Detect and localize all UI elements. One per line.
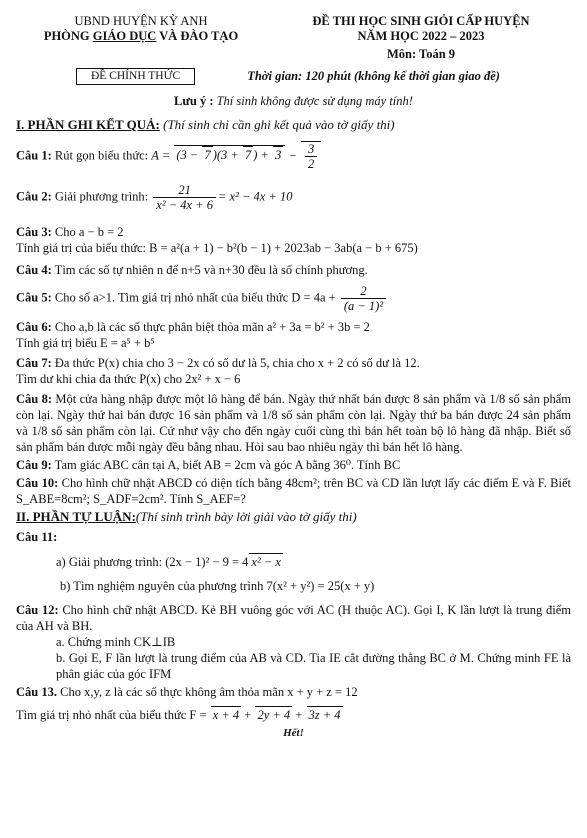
question-6: Câu 6: Cho a,b là các số thực phân biệt thỏa mãn a² + 3a = b² + 3b = 2 Tính giá trị biểu E = a⁵ + b⁵	[16, 320, 370, 350]
official-badge: ĐỀ CHÍNH THỨC	[76, 68, 195, 85]
school-year: NĂM HỌC 2022 – 2023	[357, 29, 485, 43]
header-left	[16, 14, 266, 62]
part2-heading: II. PHẦN TỰ LUẬN:(Thí sinh trình bày lời giải vào tờ giấy thi)	[16, 509, 357, 524]
question-7: Câu 7: Đa thức P(x) chia cho 3 − 2x có số dư là 5, chia cho x + 2 có số dư là 12. Tìm dư khi chia đa thức P(x) cho 2x² + x − 6	[16, 356, 420, 386]
question-11b: b) Tìm nghiệm nguyên của phương trình 7(x² + y²) = 25(x + y)	[60, 579, 375, 593]
question-3: Câu 3: Cho a − b = 2 Tính giá trị của biểu thức: B = a²(a + 1) − b²(b − 1) + 2023ab − 3ab(a − b + 675)	[16, 225, 418, 255]
question-11: Câu 11: a) Giải phương trình: (2x − 1)² − 9 = 4 x² − x b) Tìm nghiệm nguyên của phương trình 7(x² + y²) = 25(x + y)	[16, 529, 571, 594]
question-12a: a. Chứng minh CK⊥IB	[56, 635, 176, 649]
end-mark: Hết!	[283, 727, 304, 739]
department-name: PHÒNG GIÁO DỤC VÀ ĐÀO TẠO	[43, 29, 239, 43]
question-4: Câu 4: Tìm các số tự nhiên n để n+5 và n+30 đều là số chính phương.	[16, 263, 368, 277]
district-name: UBND HUYỆN KỲ ANH	[74, 14, 208, 28]
question-8: Câu 8: Một cửa hàng nhập được một lô hàng để bán. Ngày thứ nhất bán được 8 sản phẩm và 1/8 số sản phẩm còn lại. Ngày thứ hai bán được 16 sản phẩm và 1/8 số sản phẩm còn lại. Ngày thứ ba bán được 24 sản phẩm và 1/8 số sản phẩm còn lại. Cứ như vậy cho đến ngày cuối cùng thì bán hết toàn bộ lô hàng đã nhập. Biết số sản phẩm bán được mỗi ngày đều bằng nhau. Hỏi sau bao nhiêu ngày thì bán hết lô hàng.	[16, 392, 571, 454]
subject: Môn: Toán 9	[386, 47, 456, 61]
question-2: Câu 2: Giải phương trình: $\frac{21}{\text{x² − 4x + 6}}$ = x² − 4x + 10	[16, 183, 293, 212]
exam-title: ĐỀ THI HỌC SINH GIỎI CẤP HUYỆN	[312, 14, 530, 28]
part1-heading: I. PHẦN GHI KẾT QUẢ: (Thí sinh chỉ cần ghi kết quả vào tờ giấy thi)	[16, 117, 395, 132]
question-12b: b. Gọi E, F lần lượt là trung điểm của AB và CD. Tia IE cắt đường thẳng BC ở M. Chứng minh FE là phân giác của góc IFM	[56, 651, 571, 681]
question-1: Câu 1: Rút gọn biểu thức: A = (3 − 7 )(3 + 7 ) + 3 − $\frac{3}{2}$	[16, 141, 571, 171]
question-10: Câu 10: Cho hình chữ nhật ABCD có diện tích bằng 48cm²; trên BC và CD lần lượt lấy các điểm E và F. Biết S_ABE=8cm²; S_ADF=2cm². Tính S_AEF=?	[16, 476, 571, 506]
question-5: Câu 5: Cho số a>1. Tìm giá trị nhỏ nhất của biểu thức D = 4a + $\frac{2}{\text{(a − 1)²}}$	[16, 284, 571, 313]
exam-time: Thời gian: 120 phút (không kể thời gian giao đề)	[247, 69, 500, 83]
question-13: Câu 13. Cho x,y, z là các số thực không âm thỏa mãn x + y + z = 12 Tìm giá trị nhỏ nhất của biểu thức F = x + 4 + 2y + 4 + 3z + 4	[16, 685, 358, 722]
question-9: Câu 9: Tam giác ABC cân tại A, biết AB = 2cm và góc A bằng 36⁰. Tính BC	[16, 458, 401, 472]
exam-note: Lưu ý : Thí sinh không được sử dụng máy tính!	[174, 94, 413, 108]
question-12: Câu 12: Cho hình chữ nhật ABCD. Kẻ BH vuông góc với AC (H thuộc AC). Gọi I, K lần lượt là trung điểm của AH và BH. a. Chứng minh CK⊥IB b. Gọi E, F lần lượt là trung điểm của AB và CD. Tia IE cắt đường thẳng BC ở M. Chứng minh FE là phân giác của góc IFM	[16, 603, 571, 681]
header-right	[271, 14, 571, 62]
exam-meta-row	[16, 68, 571, 85]
question-11a: a) Giải phương trình: (2x − 1)² − 9 = 4 x² − x	[56, 555, 281, 569]
exam-header	[16, 14, 571, 62]
